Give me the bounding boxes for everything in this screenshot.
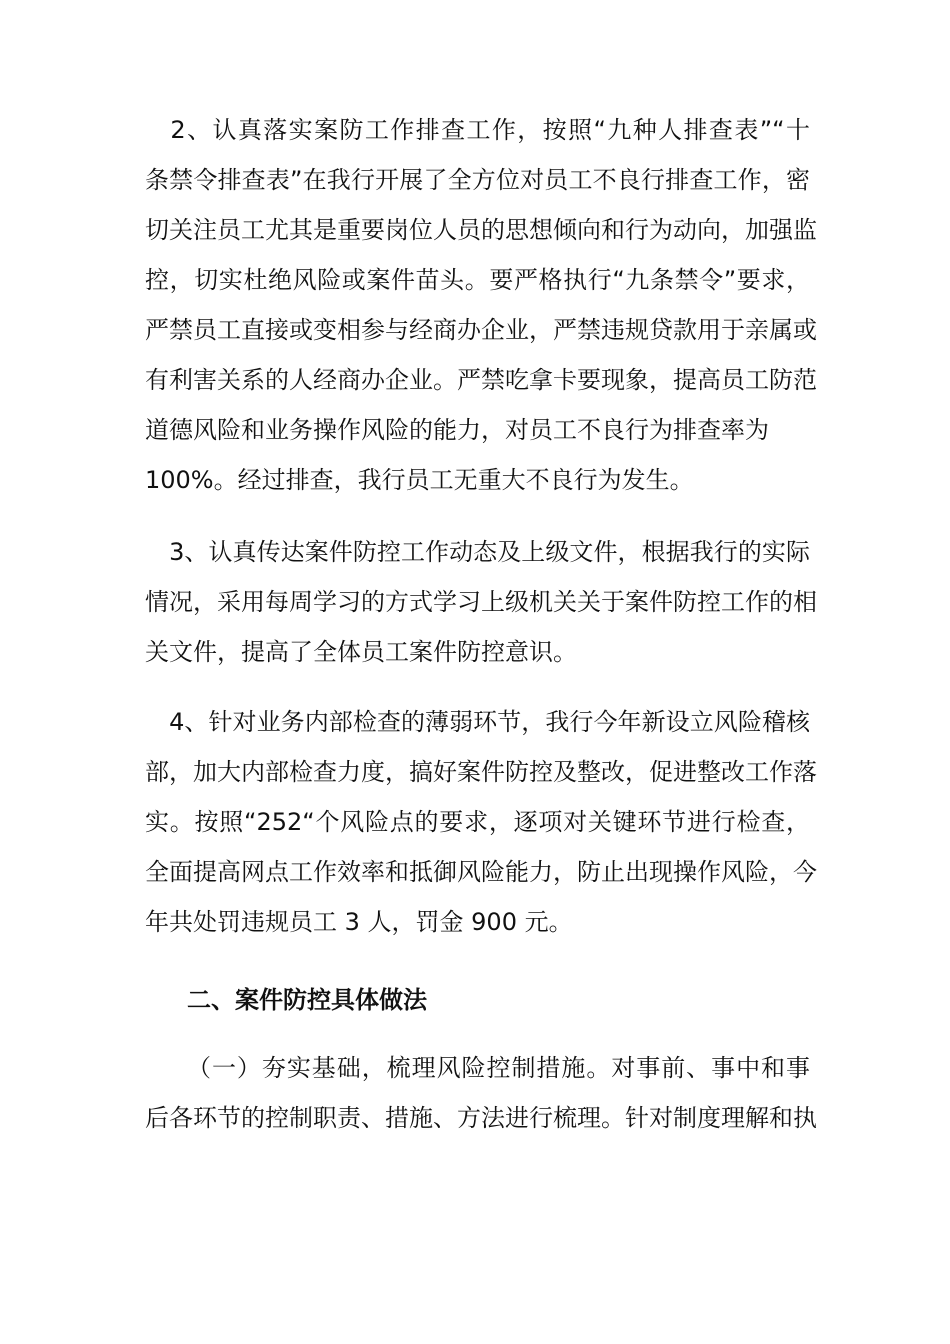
paragraph-2-line-2: 条禁令排查表”在我行开展了全方位对员工不良行排查工作，密 [145, 166, 810, 194]
paragraph-2-line-6: 有利害关系的人经商办企业。严禁吃拿卡要现象，提高员工防范 [145, 366, 817, 394]
paragraph-4-line-1: 4、针对业务内部检查的薄弱环节，我行今年新设立风险稽核 [145, 708, 810, 736]
paragraph-4-line-3: 实。按照“252“个风险点的要求，逐项对关键环节进行检查， [145, 808, 810, 836]
subsection-1-line-2: 后各环节的控制职责、措施、方法进行梳理。针对制度理解和执 [145, 1104, 817, 1132]
paragraph-2-line-3: 切关注员工尤其是重要岗位人员的思想倾向和行为动向，加强监 [145, 216, 817, 244]
paragraph-2-line-1: 2、认真落实案防工作排查工作，按照“九种人排查表”“十 [145, 116, 810, 144]
paragraph-3-line-1: 3、认真传达案件防控工作动态及上级文件，根据我行的实际 [145, 538, 810, 566]
paragraph-2-line-5: 严禁员工直接或变相参与经商办企业，严禁违规贷款用于亲属或 [145, 316, 817, 344]
paragraph-2-line-7: 道德风险和业务操作风险的能力，对员工不良行为排查率为 [145, 416, 769, 444]
paragraph-4-line-5: 年共处罚违规员工 3 人，罚金 900 元。 [145, 908, 573, 936]
paragraph-4-line-4: 全面提高网点工作效率和抵御风险能力，防止出现操作风险，今 [145, 858, 817, 886]
subsection-1-line-1: （一）夯实基础，梳理风险控制措施。对事前、事中和事 [187, 1054, 810, 1082]
paragraph-2-line-4: 控，切实杜绝风险或案件苗头。要严格执行“九条禁令”要求， [145, 266, 810, 294]
paragraph-3-line-3: 关文件，提高了全体员工案件防控意识。 [145, 638, 577, 666]
paragraph-3-line-2: 情况，采用每周学习的方式学习上级机关关于案件防控工作的相 [145, 588, 817, 616]
section-heading: 二、案件防控具体做法 [187, 986, 427, 1014]
paragraph-4-line-2: 部，加大内部检查力度，搞好案件防控及整改，促进整改工作落 [145, 758, 817, 786]
paragraph-2-line-8: 100%。经过排查，我行员工无重大不良行为发生。 [145, 466, 694, 494]
